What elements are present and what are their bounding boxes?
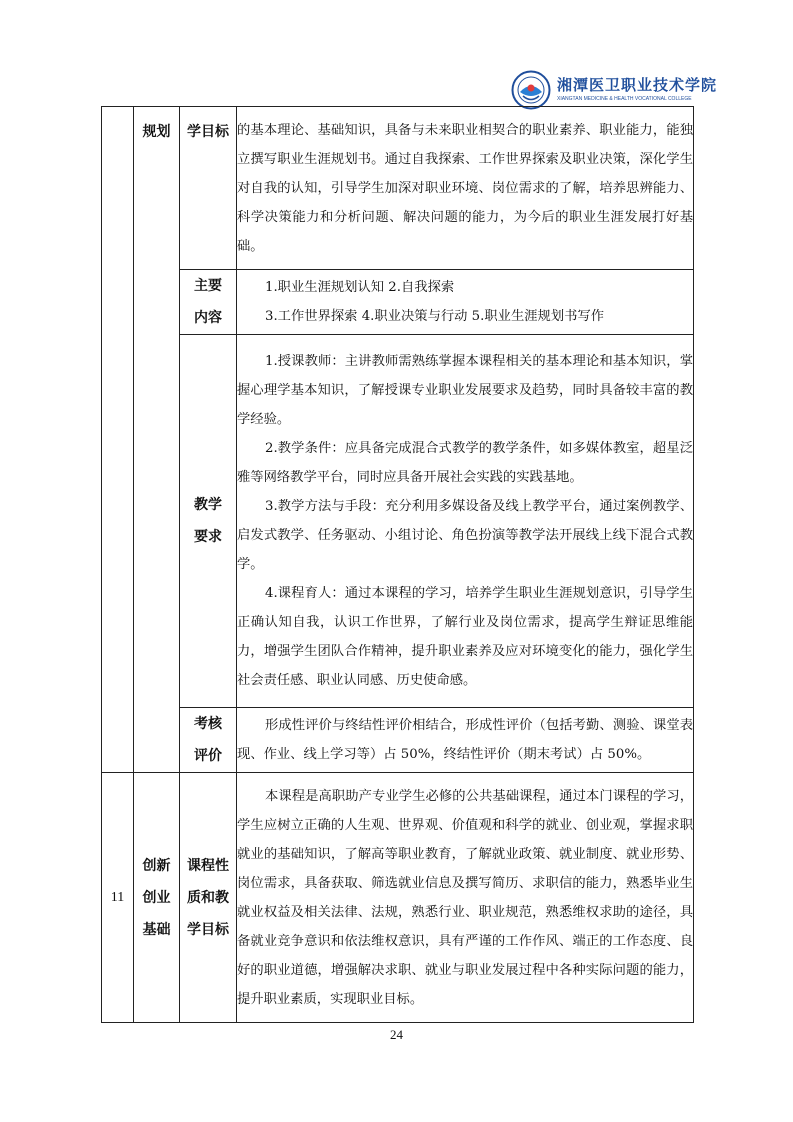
- field-label-requirements: 教学 要求: [180, 335, 237, 708]
- course-table: [101, 106, 694, 1023]
- paragraph: 4.课程育人：通过本课程的学习，培养学生职业生涯规划意识，引导学生正确认知自我，认识工作世界，了解行业及岗位需求，提高学生辩证思维能力，增强学生团队合作精神，提升职业素养及应对环境变化的能力，强化学生社会责任感、职业认同感、历史使命感。: [237, 586, 693, 688]
- field-content-main: [237, 270, 694, 335]
- logo-english-name: XIANGTAN MEDICINE & HEALTH VOCATIONAL COLLEGE: [557, 96, 692, 102]
- logo-chinese-name: 湘潭医卫职业技术学院: [557, 76, 718, 94]
- field-content-requirements: [237, 335, 694, 708]
- table-row: [102, 708, 694, 773]
- table-row: [102, 107, 694, 270]
- paragraph: 1.职业生涯规划认知 2.自我探索: [265, 280, 455, 295]
- field-label-objective: 课程性 质和教 学目标: [180, 773, 237, 1023]
- paragraph: 3.工作世界探索 4.职业决策与行动 5.职业生涯规划书写作: [265, 309, 605, 324]
- paragraph: 2.教学条件：应具备完成混合式教学的教学条件，如多媒体教室，超星泛雅等网络教学平台，同时应具备开展社会实践的实践基地。: [237, 441, 693, 485]
- paragraph: 1.授课教师：主讲教师需熟练掌握本课程相关的基本理论和基本知识，掌握心理学基本知识，了解授课专业职业发展要求及趋势，同时具备较丰富的教学经验。: [237, 354, 693, 427]
- field-content-assessment: [237, 708, 694, 773]
- paragraph: 3.教学方法与手段：充分利用多媒设备及线上教学平台，通过案例教学、启发式教学、任务驱动、小组讨论、角色扮演等教学法开展线上线下混合式教学。: [237, 499, 693, 572]
- page-number: 24: [390, 1027, 403, 1042]
- field-label-assessment: 考核 评价: [180, 708, 237, 773]
- paragraph: 的基本理论、基础知识，具备与未来职业相契合的职业素养、职业能力，能独立撰写职业生涯规划书。通过自我探索、工作世界探索及职业决策，深化学生对自我的认知，引导学生加深对职业环境、岗位需求的了解，培养思辨能力、科学决策能力和分析问题、解决问题的能力，为今后的职业生涯发展打好基础。: [237, 122, 693, 254]
- row-number-cell: 11: [102, 773, 134, 1023]
- paragraph: 本课程是高职助产专业学生必修的公共基础课程，通过本门课程的学习，学生应树立正确的人生观、世界观、价值观和科学的就业、创业观，掌握求职就业的基础知识，了解高等职业教育，了解就业政策、就业制度、就业形势、岗位需求，具备获取、筛选就业信息及撰写简历、求职信的能力，熟悉毕业生就业权益及相关法律、法规，熟悉行业、职业规范，熟悉维权求助的途径，具备就业竞争意识和依法维权意识，具有严谨的工作作风、端正的工作态度、良好的职业道德，增强解决求职、就业与职业发展过程中各种实际问题的能力，提升职业素质，实现职业目标。: [237, 788, 693, 1007]
- paragraph: 形成性评价与终结性评价相结合，形成性评价（包括考勤、测验、课堂表现、作业、线上学习等）占 50%，终结性评价（期末考试）占 50%。: [237, 718, 693, 762]
- field-content-objective: [237, 773, 694, 1023]
- course-name-cell: [134, 107, 180, 773]
- field-content-objective: [237, 107, 694, 270]
- course-name-cell: 创新 创业 基础: [134, 773, 180, 1023]
- table-row: [102, 270, 694, 335]
- table-row: [102, 335, 694, 708]
- field-label-objective: 学目标: [180, 107, 237, 270]
- field-label-content: 主要 内容: [180, 270, 237, 335]
- table-row: [102, 773, 694, 1023]
- college-emblem-icon: [511, 70, 551, 110]
- college-logo: [511, 70, 721, 110]
- course-name: 规划: [142, 124, 171, 140]
- row-number-cell: [102, 107, 134, 773]
